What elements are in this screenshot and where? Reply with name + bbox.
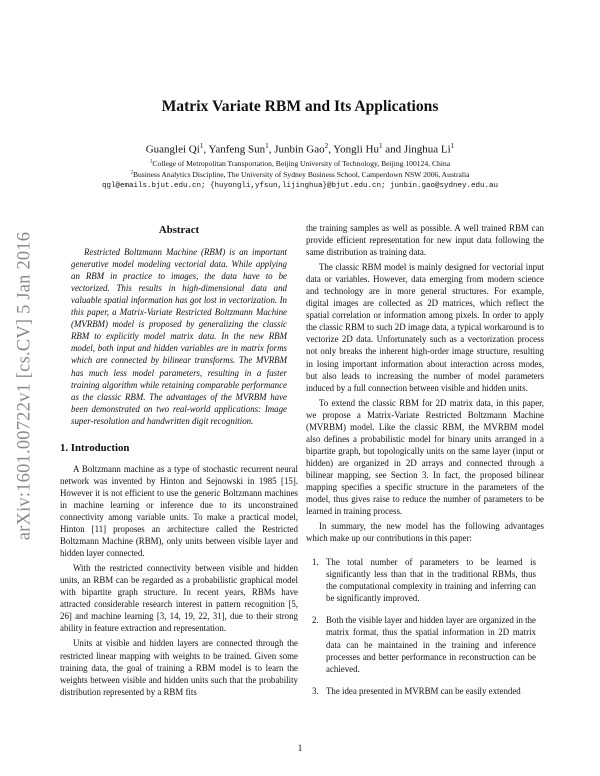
author-name: Jinghua Li bbox=[403, 143, 451, 156]
author-separator: , bbox=[328, 143, 334, 156]
contribution-item bbox=[306, 614, 544, 674]
body-paragraph: the training samples as well as possible. A well trained RBM can provide efficient representation for new input data following the same distribution as training data. bbox=[306, 223, 544, 258]
author-separator: , bbox=[268, 143, 275, 156]
author-name: Yongli Hu bbox=[333, 143, 379, 156]
author-emails: qgl@emails.bjut.edu.cn; {huyongli,yfsun,lijinghua}@bjut.edu.cn; junbin.gao@sydney.edu.au bbox=[101, 182, 499, 190]
paper-title: Matrix Variate RBM and Its Applications bbox=[161, 98, 439, 115]
author-name: Yanfeng Sun bbox=[208, 143, 266, 156]
page-number: 1 bbox=[297, 744, 303, 754]
contribution-text: The total number of parameters to be learned is significantly less than that in the traditional RBMs, thus the computational complexity in training and inferring can be significantly improved. bbox=[326, 557, 536, 604]
abstract-body: Restricted Boltzmann Machine (RBM) is an important generative model modeling vectorial data. While applying an RBM in practice to images, the data have to be vectorized. This results in high-dimensional data and valuable spatial information has got lost in vectorization. In this paper, a Matrix-Variate Restricted Boltzmann Machine (MVRBM) model is proposed by generalizing the classic RBM to explicitly model matrix data. In the new RBM model, both input and hidden variables are in matrix forms which are connected by bilinear transforms. The MVRBM has much less model parameters, resulting in a faster training algorithm while retaining comparable performance as the classic RBM. The advantages of the MVRBM have been demonstrated on two real-world applications: Image super-resolution and handwritten digit recognition. bbox=[71, 247, 287, 426]
body-paragraph: In summary, the new model has the following advantages which make up our contributions in this paper: bbox=[306, 521, 544, 544]
affiliation-marker: 1 bbox=[265, 142, 269, 150]
introduction-heading: 1. Introduction bbox=[60, 441, 130, 454]
list-number: 2. bbox=[312, 615, 319, 626]
introduction-body bbox=[60, 463, 298, 698]
list-number: 3. bbox=[312, 685, 319, 696]
affiliation-marker: 2 bbox=[324, 142, 329, 150]
body-paragraph: To extend the classic RBM for 2D matrix data, in this paper, we propose a Matrix-Variate Restricted Boltzmann Machine (MVRBM) model. Like the classic RBM, the MVRBM model also defines a probabilistic model for binary units arranged in a bipartite graph, but topologically units on the same layer (input or hidden) are organized in 2D arrays and connected through a bilinear mapping, see Section 3. In fact, the proposed bilinear mapping specifies a specific structure in the parameters of the model, thus gives raise to reduce the number of parameters to be learned in training process. bbox=[306, 397, 544, 517]
affiliation-2: $^2$Business Analytics Discipline, The University of Sydney Business School, Camperdown NSW 2006, Australia bbox=[130, 170, 470, 179]
affiliation-marker: 1 bbox=[199, 142, 204, 150]
contribution-text: The idea presented in MVRBM can be easily extended bbox=[326, 685, 521, 696]
author-list bbox=[0, 142, 600, 156]
author-separator: and bbox=[382, 143, 404, 156]
intro-paragraph: Units at visible and hidden layers are connected through the restricted linear mapping with weights to be trained. Given some training data, the goal of training a RBM model is to learn the weights between visible and hidden units such that the probability distribution represented by a RBM fits bbox=[60, 638, 298, 697]
author-separator: , bbox=[203, 143, 209, 156]
right-column-body bbox=[306, 222, 544, 544]
contributions-list bbox=[306, 556, 544, 696]
contribution-item bbox=[306, 685, 544, 697]
list-number: 1. bbox=[312, 557, 319, 568]
author-name: Guanglei Qi bbox=[145, 143, 200, 156]
author-name: Junbin Gao bbox=[274, 143, 325, 156]
intro-paragraph: A Boltzmann machine as a type of stochastic recurrent neural network was invented by Hinton and Sejnowski in 1985 [15]. However it is not efficient to use the generic Boltzmann machines in machine learning or inference due to its unconstrained connectivity among variable units. To make a practical model, Hinton [11] proposes an architecture called the Restricted Boltzmann Machine (RBM), only units between visible layer and hidden layer connected. bbox=[60, 463, 298, 559]
affiliation-marker: 1 bbox=[450, 142, 455, 150]
intro-paragraph: With the restricted connectivity between visible and hidden units, an RBM can be regarded as a probabilistic graphical model with bipartite graph structure. In recent years, RBMs have attracted considerable research interest in pattern recognition [5, 26] and machine learning [3, 14, 19, 22, 31], due to their strong ability in feature extraction and representation. bbox=[60, 563, 298, 634]
abstract-heading: Abstract bbox=[158, 224, 200, 236]
arxiv-stamp: arXiv:1601.00722v1 [cs.CV] 5 Jan 2016 bbox=[14, 231, 35, 541]
affiliation-1: $^1$College of Metropolitan Transportation, Beijing University of Technology, Beijing 100124, China bbox=[149, 159, 451, 168]
right-column bbox=[306, 222, 544, 707]
left-column bbox=[60, 222, 298, 698]
affiliation-marker: 1 bbox=[378, 142, 383, 150]
contribution-item bbox=[306, 556, 544, 604]
contribution-text: Both the visible layer and hidden layer are organized in the matrix format, thus the spatial information in 2D matrix data can be maintained in the training and inference processes and better performance in reconstruction can be achieved. bbox=[326, 615, 536, 674]
body-paragraph: The classic RBM model is mainly designed for vectorial input data or variables. However, data emerging from modern science and technology are in more general structures. For example, digital images are collected as 2D matrices, which reflect the spatial correlation or information among pixels. In order to apply the classic RBM to such 2D image data, a typical workaround is to vectorize 2D data. Unfortunately such as a vectorization process not only breaks the inherent high-order image structure, resulting in losing important information about interaction across modes, but also leads to increasing the number of model parameters induced by a full connection between visible and hidden units. bbox=[306, 262, 544, 393]
